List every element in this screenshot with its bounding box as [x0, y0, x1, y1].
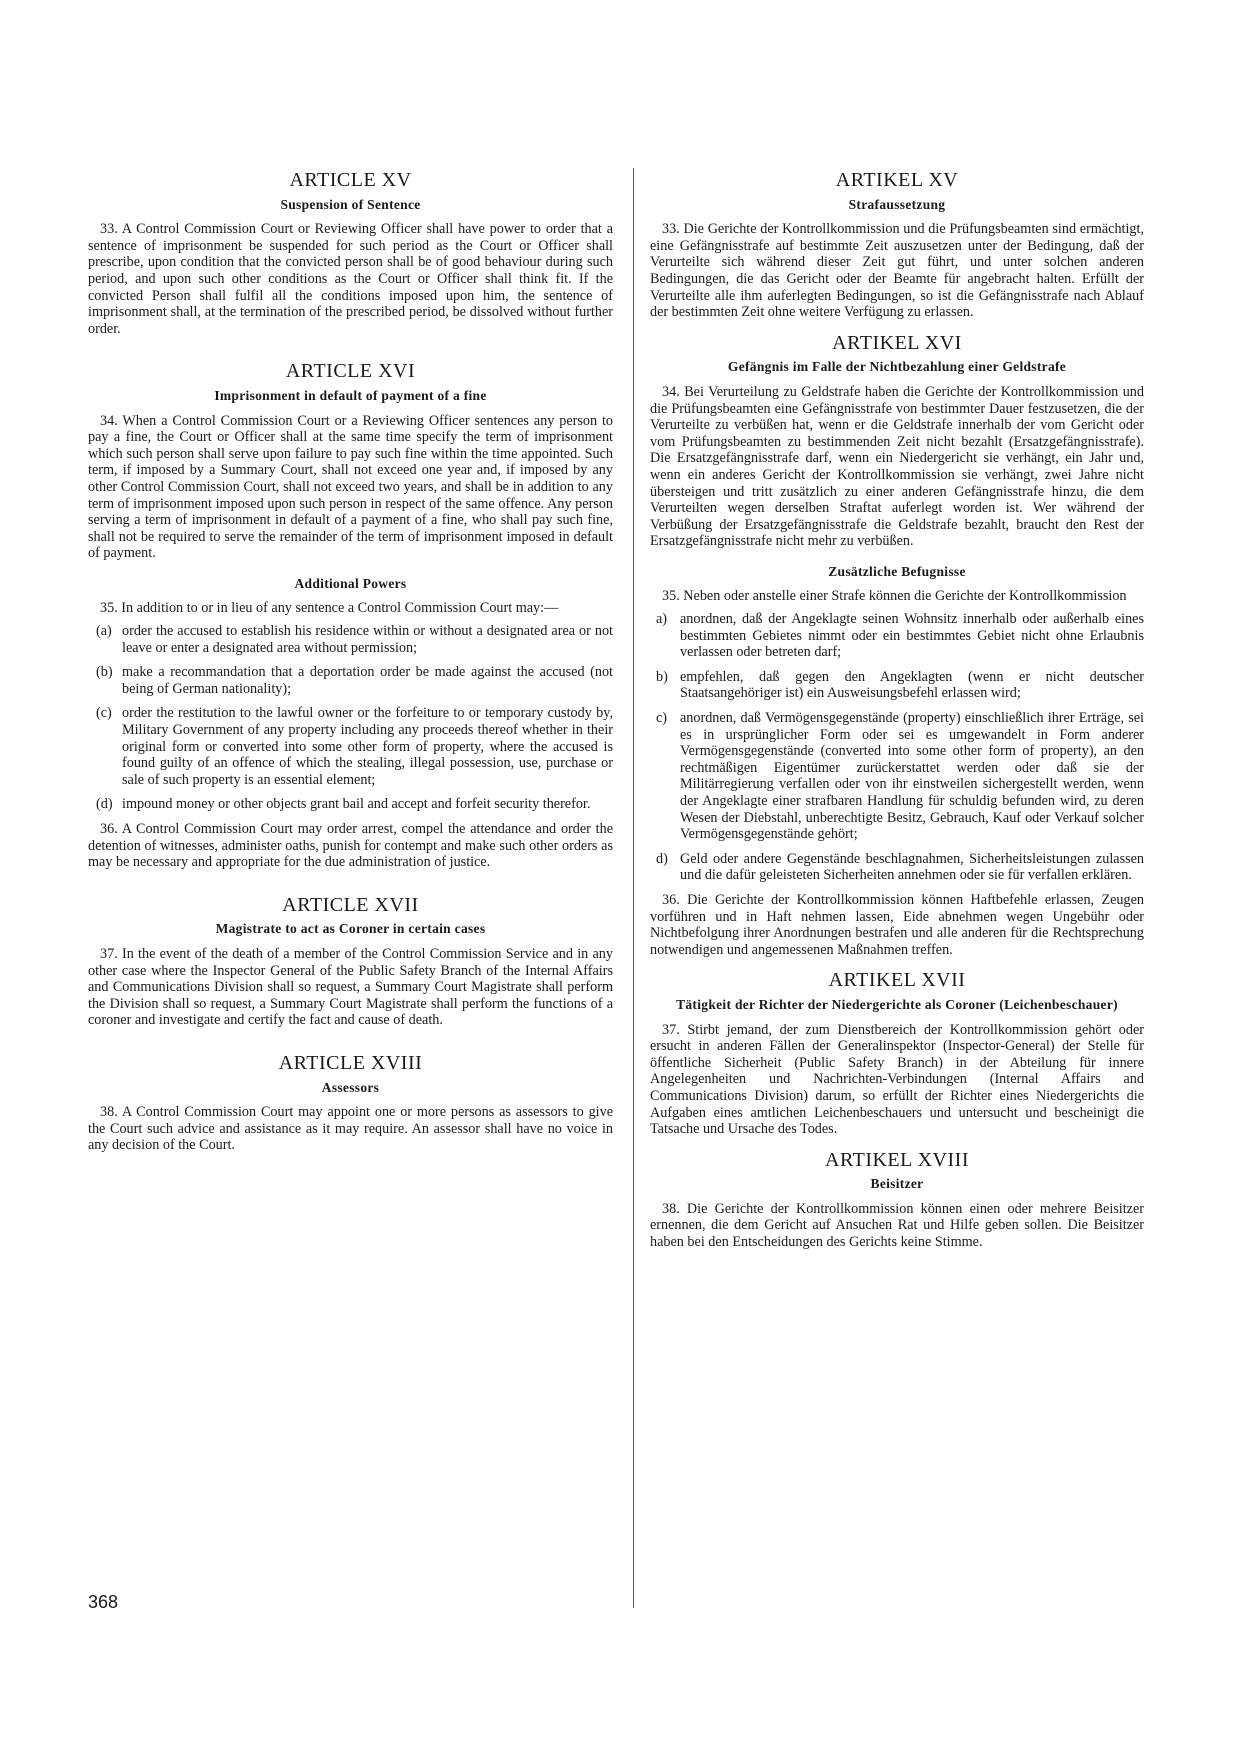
list-item-label: a)	[656, 611, 668, 628]
absatz-34: 34. Bei Verurteilung zu Geldstrafe haben die Gerichte der Kontrollkommission und die Prüfungsbeamten eine Gefängnisstrafe von bestimmter Dauer festzusetzen, die der Verurteilte zu verbüßen hat, wenn er die Geldstrafe innerhalb der vom Gericht oder vom Prüfungsbeamten zu bestimmenden Zeit nicht bezahlt (Ersatzgefängnisstrafe). Die Ersatzgefängnisstrafe darf, wenn ein Niedergericht sie verhängt, ein Jahr und, wenn ein anderes Gericht der Kontrollkommission sie verhängt, zwei Jahre nicht übersteigen und tritt zusätzlich zu einer anderen Gefängnisstrafe hinzu, die dem Verurteilten wegen derselben Straftat auferlegt worden ist. Wer während der Verbüßung der Ersatzgefängnisstrafe die Geldstrafe bezahlt, braucht den Rest der Ersatzgefängnisstrafe nicht mehr zu verbüßen.	[650, 383, 1144, 550]
absatz-33: 33. Die Gerichte der Kontrollkommission und die Prüfungsbeamten sind ermächtigt, eine Gefängnisstrafe auf bestimmte Zeit auszusetzen unter der Bedingung, daß der Verurteilte sich während dieser Zeit gut führt, und unter solchen anderen Bedingungen, die das Gericht oder der Beamte für angebracht halten. Erfüllt der Verurteilte alle ihm auferlegten Bedingungen, so ist die Gefängnisstrafe nach Ablauf der bestimmten Zeit ohne weitere Verfügung zu erlassen.	[650, 221, 1144, 321]
absatz-35: 35. Neben oder anstelle einer Strafe können die Gerichte der Kontrollkommission	[662, 588, 1127, 605]
artikel-18-subtitle: Beisitzer	[870, 1176, 924, 1192]
list-item	[656, 851, 1144, 884]
list-item-text: empfehlen, daß gegen den Angeklagten (wenn er nicht deutscher Staatsangehöriger ist) ein Ausweisungsbefehl erlassen wird;	[680, 668, 1144, 702]
befugnisse-list	[656, 611, 1144, 884]
list-item-label: (c)	[96, 705, 112, 722]
list-item-label: (d)	[96, 796, 113, 813]
zusaetzliche-befugnisse-subtitle: Zusätzliche Befugnisse	[828, 563, 966, 579]
paragraph-34: 34. When a Control Commission Court or a Reviewing Officer sentences any person to pay a fine, the Court or Officer shall at the same time specify the term of imprisonment which such person shall serve upon failure to pay such fine within the time appointed. Such term, if imposed by a Summary Court, shall not exceed one year and, if imposed by any other Control Commission Court, shall not exceed two years, and shall be in addition to any term of imprisonment imposed upon such person in respect of the same offence. Any person serving a term of imprisonment in default of a payment of a fine, who shall pay such fine, shall not be required to serve the remainder of the term of imprisonment imposed in default of payment.	[88, 412, 613, 562]
list-item	[656, 611, 1144, 661]
list-item-text: anordnen, daß der Angeklagte seinen Wohnsitz innerhalb oder außerhalb eines bestimmten Gebietes nimmt oder ein bestimmtes Gebiet nicht ohne Erlaubnis verlassen oder betreten darf;	[680, 611, 1144, 661]
list-item-label: (b)	[96, 664, 113, 681]
list-item	[96, 796, 613, 813]
list-item-text: Geld oder andere Gegenstände beschlagnahmen, Sicherheitsleistungen zulassen und die dafür geleisteten Sicherheiten annehmen oder sie für verfallen erklären.	[680, 850, 1144, 884]
article-18-subtitle: Assessors	[321, 1079, 380, 1095]
german-column	[650, 169, 1144, 1251]
list-item-label: (a)	[96, 623, 112, 640]
absatz-36: 36. Die Gerichte der Kontrollkommission können Haftbefehle erlassen, Zeugen vorführen und in Haft nehmen lassen, Eide abnehmen wegen Ungebühr oder Nichtbefolgung ihrer Anordnungen bestrafen und alle anderen für die Rechtsprechung notwendigen und angemessenen Maßnahmen treffen.	[650, 891, 1144, 958]
list-item-text: order the accused to establish his residence within or without a designated area or not leave or enter a designated area without permission;	[122, 623, 613, 656]
paragraph-37: 37. In the event of the death of a member of the Control Commission Service and in any other case where the Inspector General of the Public Safety Branch of the Internal Affairs and Communications Division shall so request, a Summary Court Magistrate shall perform the Division shall so request, a Summary Court Magistrate shall perform the functions of a coroner and investigate and certify the fact and cause of death.	[88, 945, 613, 1029]
english-column	[88, 169, 613, 1154]
paragraph-38: 38. A Control Commission Court may appoint one or more persons as assessors to give the Court such advice and assistance as it may require. An assessor shall have no voice in any decision of the Court.	[88, 1104, 613, 1154]
list-item-text: impound money or other objects grant bail and accept and forfeit security therefor.	[122, 796, 591, 813]
list-item	[96, 664, 613, 697]
list-item	[96, 705, 613, 788]
column-divider	[633, 168, 634, 1608]
artikel-16-subtitle: Gefängnis im Falle der Nichtbezahlung einer Geldstrafe	[727, 359, 1067, 375]
artikel-18-title: ARTIKEL XVIII	[825, 1148, 969, 1171]
list-item-label: d)	[656, 850, 668, 867]
article-16-subtitle: Imprisonment in default of payment of a fine	[214, 387, 487, 403]
additional-powers-subtitle: Additional Powers	[294, 575, 407, 591]
article-16-title: ARTICLE XVI	[285, 360, 416, 383]
page-number: 368	[88, 1592, 119, 1612]
powers-list	[96, 623, 613, 813]
list-item-label: c)	[656, 710, 668, 727]
article-17-title: ARTICLE XVII	[282, 893, 419, 916]
artikel-15-title: ARTIKEL XV	[835, 169, 959, 191]
paragraph-33: 33. A Control Commission Court or Reviewing Officer shall have power to order that a sentence of imprisonment be suspended for such period as the Court or Officer shall prescribe, upon condition that the convicted person shall be of good behaviour during such period, and upon such other conditions as the Court or Officer shall think fit. If the convicted Person shall fulfil all the conditions imposed upon him, the sentence of imprisonment shall, at the termination of the prescribed period, be dissolved without further order.	[88, 221, 613, 337]
artikel-16-title: ARTIKEL XVI	[832, 331, 962, 354]
artikel-15-subtitle: Strafaussetzung	[848, 196, 946, 212]
list-item-text: make a recommandation that a deportation order be made against the accused (not being of German nationality);	[122, 664, 613, 697]
paragraph-36: 36. A Control Commission Court may order arrest, compel the attendance and order the detention of witnesses, administer oaths, punish for contempt and make such other orders as may be necessary and appropriate for the due administration of justice.	[88, 821, 613, 871]
list-item	[656, 710, 1144, 843]
list-item-text: anordnen, daß Vermögensgegenstände (property) einschließlich ihrer Erträge, sei es in ursprünglicher Form oder sei es umgewandelt in Form anderer Vermögensgegenstände (converted into some other form of property), an den rechtmäßigen Eigentümer zurückerstattet werden oder daß sie der Militärregierung verfallen oder von ihr einstweilen sichergestellt werden, wenn der Angeklagte einer strafbaren Handlung für schuldig befunden wird, zu deren Wesen der Diebstahl, unberechtigte Besitz, Gebrauch, Kauf oder Verkauf solcher Vermögensgegenstände gehört;	[680, 710, 1144, 843]
absatz-38: 38. Die Gerichte der Kontrollkommission können einen oder mehrere Beisitzer ernennen, die dem Gericht auf Ansuchen Rat und Hilfe geben sollen. Die Beisitzer haben bei den Entscheidungen des Gerichts keine Stimme.	[650, 1200, 1144, 1251]
list-item	[96, 623, 613, 656]
paragraph-35: 35. In addition to or in lieu of any sentence a Control Commission Court may:—	[100, 600, 559, 617]
article-15-subtitle: Suspension of Sentence	[280, 196, 421, 212]
list-item-label: b)	[656, 668, 668, 685]
article-18-title: ARTICLE XVIII	[278, 1051, 423, 1074]
absatz-37: 37. Stirbt jemand, der zum Dienstbereich der Kontrollkommission gehört oder ersucht in anderen Fällen der Generalinspektor (Inspector-General) der Stelle für öffentliche Sicherheit (Public Safety Branch) in der Abteilung für innere Angelegenheiten und Nachrichten-Verbindungen (Internal Affairs and Communications Division) darum, so erfüllt der Richter eines Niedergerichts die Aufgaben eines amtlichen Leichenbeschauers und untersucht und bescheinigt die Tatsache und Ursache des Todes.	[650, 1021, 1144, 1138]
artikel-17-subtitle: Tätigkeit der Richter der Niedergerichte als Coroner (Leichenbeschauer)	[676, 996, 1118, 1012]
article-17-subtitle: Magistrate to act as Coroner in certain cases	[215, 921, 486, 937]
list-item	[656, 669, 1144, 702]
list-item-text: order the restitution to the lawful owner or the forfeiture to or temporary custody by, Military Government of any property including any proceeds thereof whether in their original form or converted into some other form of property, where the accused is found guilty of an offence of which the stealing, illegal possession, use, purchase or sale of such property is an essential element;	[122, 705, 613, 788]
article-15-title: ARTICLE XV	[289, 169, 412, 191]
artikel-17-title: ARTIKEL XVII	[828, 969, 966, 992]
